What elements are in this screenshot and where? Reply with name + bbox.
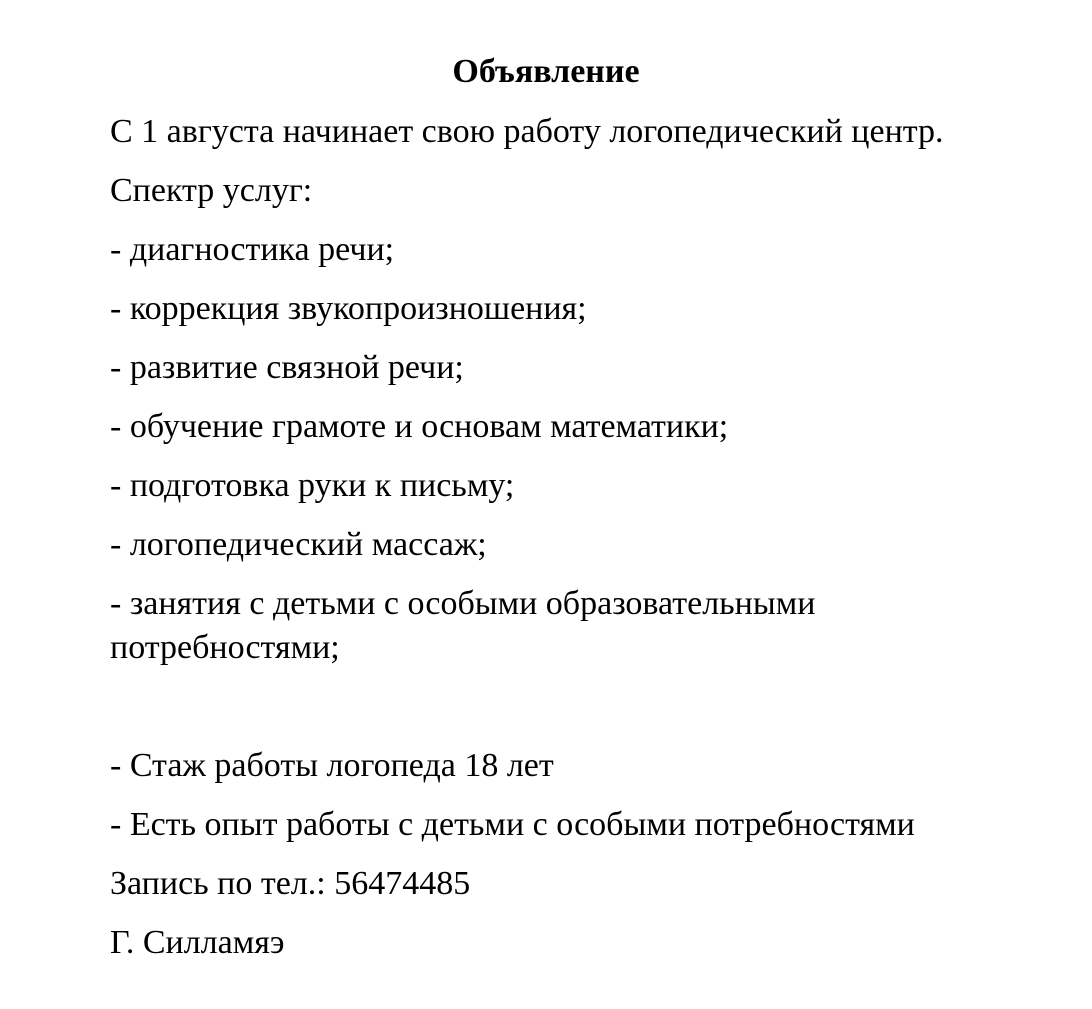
service-item: - коррекция звукопроизношения;	[110, 290, 587, 327]
signup-phone-text: Запись по тел.: 56474485	[110, 865, 471, 902]
service-item: - диагностика речи;	[110, 231, 395, 268]
service-item: - обучение грамоте и основам математики;	[110, 408, 729, 445]
document-title: Объявление	[452, 53, 640, 90]
service-item: - подготовка руки к письму;	[110, 467, 515, 504]
highlight-item: - Есть опыт работы с детьми с особыми потребностями	[110, 806, 915, 843]
city-text: Г. Силламяэ	[110, 924, 285, 961]
highlight-item: - Стаж работы логопеда 18 лет	[110, 747, 554, 784]
service-item: - занятия с детьми с особыми образовательными потребностями;	[110, 585, 816, 666]
service-item: - развитие связной речи;	[110, 349, 464, 386]
services-heading: Спектр услуг:	[110, 172, 313, 209]
service-item: - логопедический массаж;	[110, 526, 487, 563]
intro-text: С 1 августа начинает свою работу логопедический центр.	[110, 113, 944, 150]
